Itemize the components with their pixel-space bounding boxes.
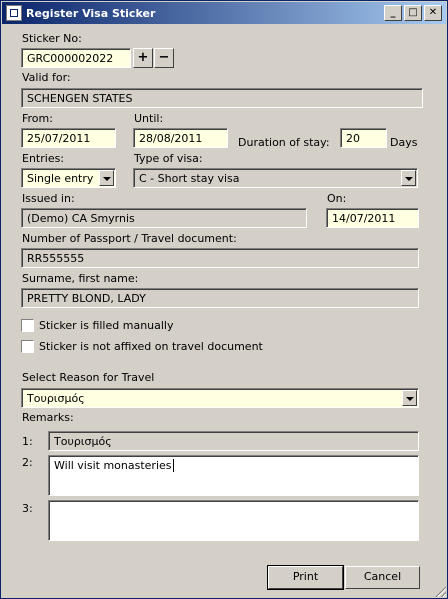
surname-label: Surname, first name: bbox=[22, 272, 139, 285]
window-title: Register Visa Sticker bbox=[26, 6, 156, 20]
surname-field: PRETTY BLOND, LADY bbox=[21, 288, 419, 308]
visa-type-label: Type of visa: bbox=[134, 152, 203, 165]
remark-3-number: 3: bbox=[22, 502, 33, 515]
reason-value: Τουρισμός bbox=[27, 392, 85, 405]
on-label: On: bbox=[327, 192, 347, 205]
reason-label: Select Reason for Travel bbox=[22, 371, 155, 384]
valid-for-field: SCHENGEN STATES bbox=[21, 88, 423, 108]
remark-1-number: 1: bbox=[22, 435, 33, 448]
resize-grip-icon[interactable] bbox=[434, 585, 446, 597]
remark-1-field: Τουρισμός bbox=[48, 431, 419, 451]
decrement-button[interactable]: − bbox=[154, 48, 174, 68]
close-icon[interactable]: ✕ bbox=[424, 5, 442, 21]
sticker-no-label: Sticker No: bbox=[22, 32, 82, 45]
minimize-icon[interactable]: _ bbox=[384, 5, 402, 21]
valid-for-label: Valid for: bbox=[22, 71, 71, 84]
entries-value: Single entry bbox=[27, 172, 94, 185]
until-date-field[interactable]: 28/08/2011 bbox=[133, 128, 228, 148]
entries-select[interactable] bbox=[21, 168, 116, 188]
print-button[interactable]: Print bbox=[268, 566, 343, 589]
duration-label: Duration of stay: bbox=[238, 136, 330, 149]
issued-in-label: Issued in: bbox=[22, 192, 75, 205]
remark-2-number: 2: bbox=[22, 456, 33, 469]
filled-manually-checkbox[interactable] bbox=[21, 319, 34, 332]
from-date-field[interactable]: 25/07/2011 bbox=[21, 128, 116, 148]
not-affixed-label: Sticker is not affixed on travel document bbox=[39, 340, 263, 353]
from-label: From: bbox=[22, 112, 53, 125]
visa-type-select[interactable] bbox=[133, 168, 418, 188]
duration-unit: Days bbox=[390, 136, 418, 149]
issued-in-field: (Demo) CA Smyrnis bbox=[21, 208, 307, 228]
sticker-no-field[interactable]: GRC000002022 bbox=[21, 48, 131, 68]
not-affixed-checkbox[interactable] bbox=[21, 340, 34, 353]
title-bar[interactable] bbox=[2, 2, 446, 24]
until-label: Until: bbox=[134, 112, 164, 125]
text-caret bbox=[173, 459, 174, 472]
maximize-icon[interactable]: □ bbox=[404, 5, 422, 21]
entries-label: Entries: bbox=[22, 152, 65, 165]
cancel-button[interactable]: Cancel bbox=[345, 566, 420, 589]
app-icon bbox=[6, 5, 22, 21]
issue-date-field[interactable]: 14/07/2011 bbox=[326, 208, 419, 228]
chevron-down-icon[interactable] bbox=[99, 170, 114, 186]
passport-label: Number of Passport / Travel document: bbox=[22, 232, 237, 245]
filled-manually-label: Sticker is filled manually bbox=[39, 319, 174, 332]
visa-type-value: C - Short stay visa bbox=[139, 172, 240, 185]
passport-field: RR555555 bbox=[21, 248, 419, 268]
remark-2-field[interactable] bbox=[48, 455, 419, 496]
chevron-down-icon[interactable] bbox=[401, 170, 416, 186]
reason-select[interactable] bbox=[21, 388, 419, 408]
remark-3-field[interactable] bbox=[48, 500, 419, 541]
duration-field[interactable]: 20 bbox=[340, 128, 387, 148]
remarks-label: Remarks: bbox=[22, 411, 74, 424]
chevron-down-icon[interactable] bbox=[402, 390, 417, 406]
remark-2-text: Will visit monasteries bbox=[54, 459, 172, 472]
increment-button[interactable]: + bbox=[133, 48, 153, 68]
